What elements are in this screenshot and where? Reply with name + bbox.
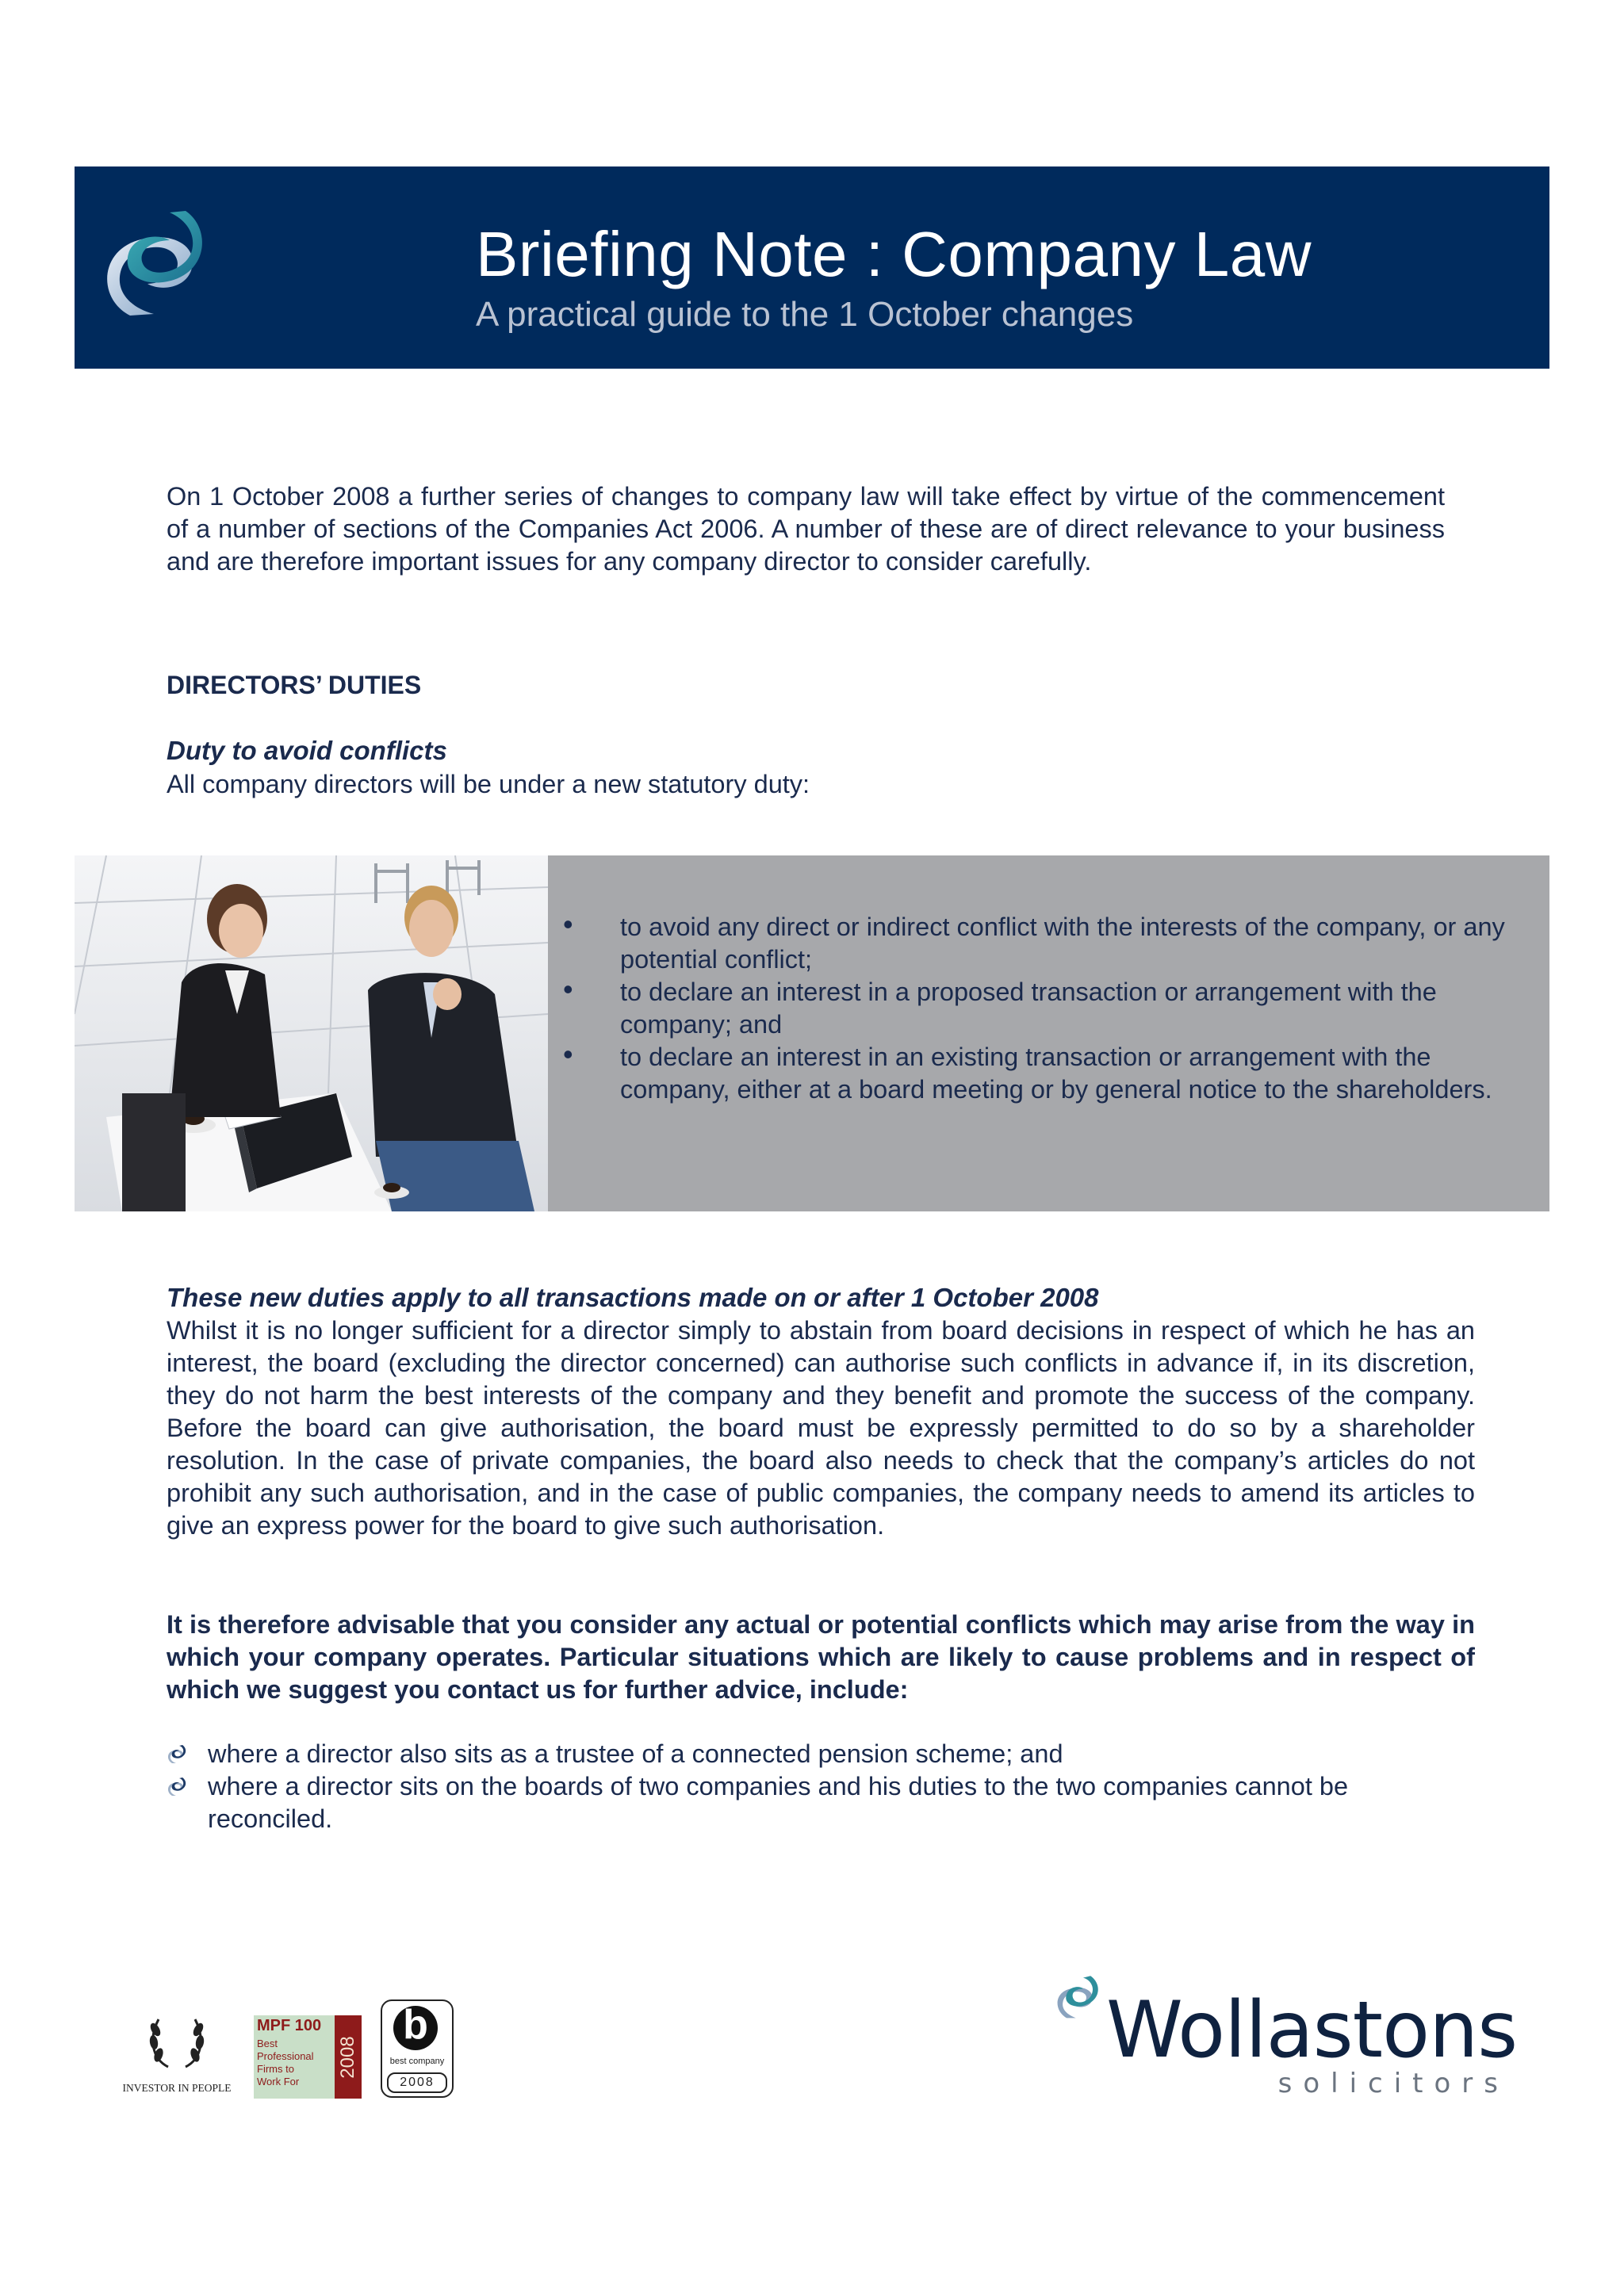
laurel-wreath-icon bbox=[144, 2007, 209, 2072]
list-item: where a director sits on the boards of two companies and his duties to the two companies cannot be reconciled. bbox=[167, 1770, 1475, 1835]
intro-paragraph: On 1 October 2008 a further series of changes to company law will take effect by virtue of the commencement of a number of sections of the Companies Act 2006. A number of these are of direct relevance to your business and are therefore important issues for any company director to consider carefully. bbox=[167, 482, 1445, 576]
bullet-icon: • bbox=[563, 908, 573, 940]
list-item: where a director also sits as a trustee of a connected pension scheme; and bbox=[167, 1738, 1475, 1770]
swirl-bullet-icon bbox=[167, 1777, 187, 1797]
advice-list bbox=[167, 1738, 1475, 1835]
brand-name: Wollastons bbox=[1106, 1985, 1518, 2076]
list-item: • to avoid any direct or indirect conflict with the interests of the company, or any potential conflict; bbox=[563, 908, 1505, 974]
best-company-logo bbox=[381, 1999, 454, 2098]
mpf-lines: Best Professional Firms to Work For bbox=[257, 2038, 314, 2087]
business-meeting-photo bbox=[75, 855, 548, 1211]
list-item: • to declare an interest in a proposed transaction or arrangement with the company; and bbox=[563, 973, 1437, 1039]
advice-paragraph: It is therefore advisable that you consider any actual or potential conflicts which may arise from the way in which your company operates. Particular situations which are likely to cause problems and in respect of which we suggest you contact us for further advice, include: bbox=[167, 1610, 1475, 1704]
best-company-year: 2008 bbox=[387, 2072, 447, 2093]
bullet-icon: • bbox=[563, 973, 573, 1005]
wollastons-logo bbox=[1051, 1974, 1526, 2101]
best-company-letter: b bbox=[403, 2002, 428, 2048]
subheading-duty-to-avoid-conflicts: Duty to avoid conflicts bbox=[167, 736, 447, 765]
page-subtitle: A practical guide to the 1 October changes bbox=[476, 295, 1134, 334]
page-title: Briefing Note : Company Law bbox=[476, 219, 1312, 289]
mpf-badge: MPF 100 bbox=[257, 2017, 322, 2034]
mpf-year: 2008 bbox=[337, 2035, 358, 2079]
duties-bullet-list bbox=[547, 908, 1522, 1106]
brand-tagline: solicitors bbox=[1277, 2068, 1509, 2099]
mpf-year-box bbox=[335, 2015, 362, 2099]
new-duties-paragraph: Whilst it is no longer sufficient for a director simply to abstain from board decisions in respect of which he has an interest, the board (excluding the director concerned) can authorise such conflicts in advance if, in its discretion, they do not harm the best interests of the company and they benefit and promote the success of the company. Before the board can give authorisation, the board must be expressly permitted to do so by a shareholder resolution. In the case of private companies, the board also needs to check that the company’s articles do not prohibit any such authorisation, and in the case of public companies, the company needs to amend its articles to give an express power for the board to give such authorisation. bbox=[167, 1316, 1475, 1540]
bullet-icon: • bbox=[563, 1038, 573, 1070]
investor-in-people-logo bbox=[113, 2007, 241, 2095]
list-item: • to declare an interest in an existing transaction or arrangement with the company, either at a board meeting or by general notice to the shareholders. bbox=[563, 1038, 1492, 1104]
duty-intro-text: All company directors will be under a new statutory duty: bbox=[167, 770, 810, 798]
investor-in-people-label: INVESTOR IN PEOPLE bbox=[122, 2082, 232, 2094]
best-company-label: best company bbox=[389, 2057, 445, 2066]
swirl-logo-icon bbox=[98, 205, 209, 323]
duties-panel bbox=[75, 855, 1549, 1211]
swirl-logo-icon bbox=[1054, 1974, 1101, 2022]
section-heading-directors-duties: DIRECTORS’ DUTIES bbox=[167, 671, 422, 699]
mpf-100-logo bbox=[254, 2015, 362, 2099]
swirl-bullet-icon bbox=[167, 1744, 187, 1765]
subheading-new-duties: These new duties apply to all transactions made on or after 1 October 2008 bbox=[167, 1283, 1099, 1312]
header-banner bbox=[75, 166, 1549, 369]
